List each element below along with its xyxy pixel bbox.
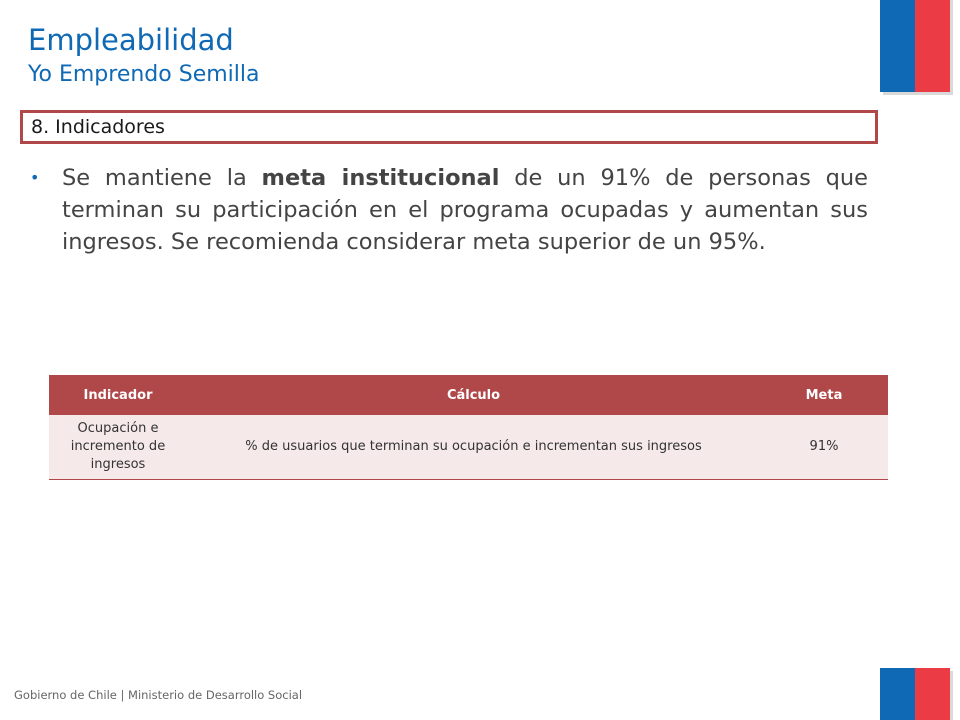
column-header: Meta: [760, 375, 888, 415]
indicators-table: [49, 375, 888, 480]
table-cell-goal: 91%: [760, 415, 888, 480]
flag-blue-stripe: [880, 668, 915, 720]
chile-flag-bottom-logo: [880, 668, 950, 720]
bullet-dot-icon: •: [30, 168, 40, 187]
bullet-text-after: de un 91% de personas que terminan su participación en el programa ocupadas y aumentan sus ingresos. Se recomienda considerar meta superior de un 95%.: [62, 165, 868, 255]
table-cell-calculation: % de usuarios que terminan su ocupación e incrementan sus ingresos: [187, 415, 760, 480]
table-row: [49, 415, 888, 480]
chile-flag-top-logo: [880, 0, 950, 92]
page-title: Empleabilidad: [28, 23, 234, 57]
page-subtitle: Yo Emprendo Semilla: [28, 62, 260, 87]
flag-red-stripe: [915, 0, 950, 92]
section-label: 8. Indicadores: [31, 116, 165, 138]
footer-text: Gobierno de Chile | Ministerio de Desarrollo Social: [14, 688, 303, 702]
bullet-text: [62, 162, 868, 258]
bullet-text-before: Se mantiene la: [62, 165, 262, 191]
column-header: Cálculo: [187, 375, 760, 415]
bullet-text-bold: meta institucional: [261, 165, 500, 191]
bullet-item: [30, 162, 868, 258]
flag-red-stripe: [915, 668, 950, 720]
flag-blue-stripe: [880, 0, 915, 92]
column-header: Indicador: [49, 375, 187, 415]
table-header-row: [49, 375, 888, 415]
section-header: [20, 110, 878, 144]
table-cell-indicator: Ocupación e incremento de ingresos: [49, 415, 187, 480]
